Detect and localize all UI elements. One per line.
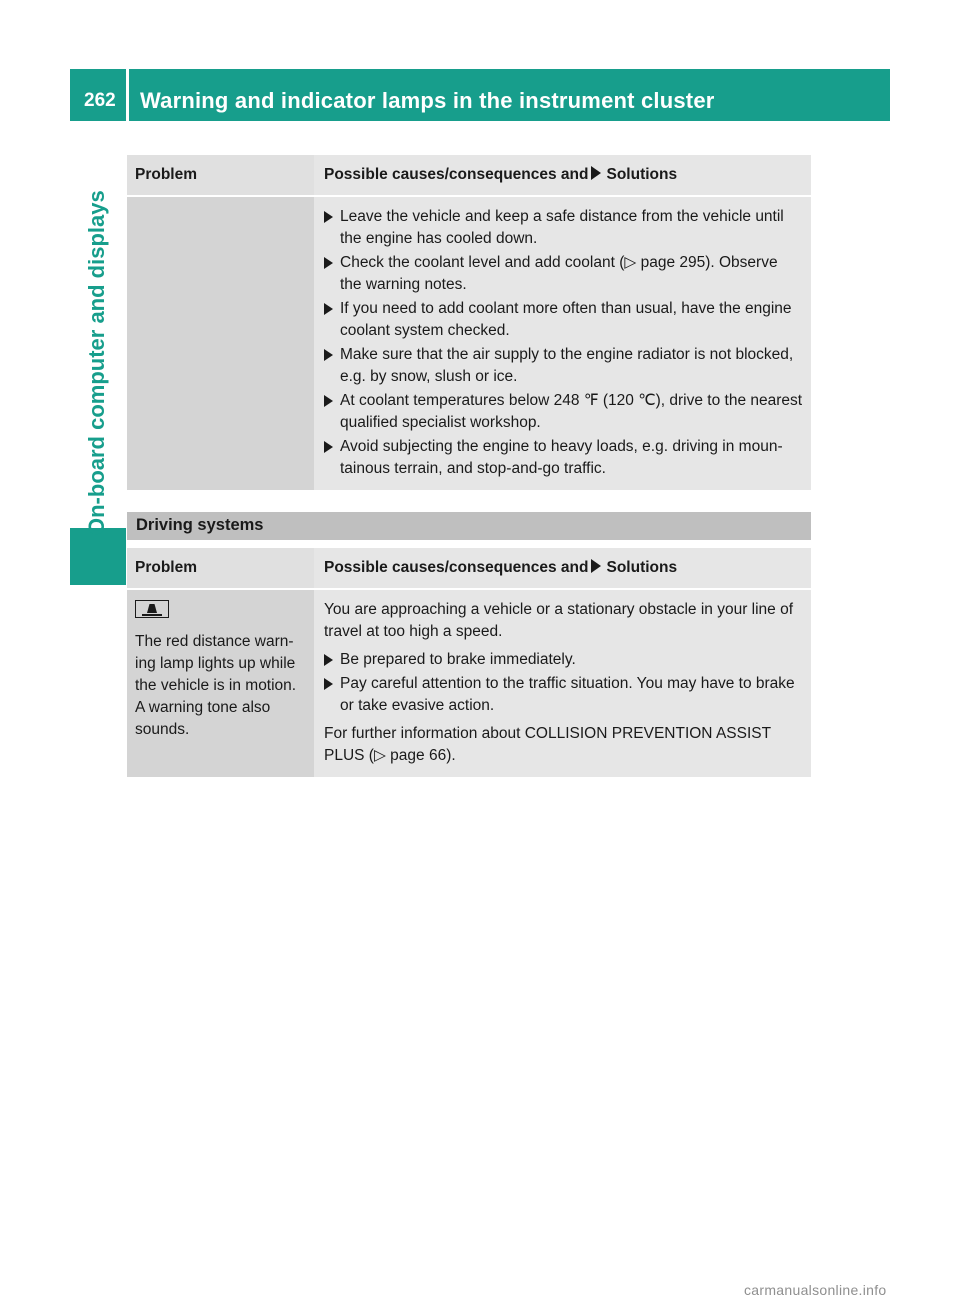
solution-step: Make sure that the air supply to the engine radiator is not blocked, e.g. by snow, slush or ice. <box>324 344 803 388</box>
solution-step: At coolant temperatures below 248 ℉ (120 ℃), drive to the nearest qualified specialist workshop. <box>324 390 803 434</box>
action-arrow-icon <box>591 559 601 573</box>
solution-step: Avoid subjecting the engine to heavy loads, e.g. driving in moun-tainous terrain, and stop-and-go traffic. <box>324 436 803 480</box>
solution-step: Be prepared to brake immediately. <box>324 649 803 671</box>
solution-step: If you need to add coolant more often than usual, have the engine coolant system checked. <box>324 298 803 342</box>
solution-step: Pay careful attention to the traffic situation. You may have to brake or take evasive action. <box>324 673 803 717</box>
distance-warning-lamp-icon <box>135 600 169 618</box>
step-arrow-icon <box>324 678 333 690</box>
column-header-solutions <box>314 155 811 195</box>
cause-description: You are approaching a vehicle or a stationary obstacle in your line of travel at too high a speed. <box>324 601 794 640</box>
column-header-problem: Problem <box>127 548 314 588</box>
step-arrow-icon <box>324 349 333 361</box>
coolant-table <box>127 155 811 490</box>
step-arrow-icon <box>324 441 333 453</box>
column-header-solutions-label: Solutions <box>606 166 678 183</box>
step-arrow-icon <box>324 654 333 666</box>
table-row <box>127 197 811 490</box>
solutions-cell <box>314 197 811 490</box>
step-arrow-icon <box>324 211 333 223</box>
problem-cell <box>127 590 314 777</box>
step-arrow-icon <box>324 395 333 407</box>
solution-step: Leave the vehicle and keep a safe distance from the vehicle until the engine has cooled down. <box>324 206 803 250</box>
step-arrow-icon <box>324 303 333 315</box>
chapter-side-tab: On-board computer and displays <box>84 190 109 535</box>
problem-description: The red distance warn-ing lamp lights up while the vehicle is in motion. A warning tone also sounds. <box>135 633 297 738</box>
column-header-causes: Possible causes/consequences and <box>324 559 589 576</box>
side-tab-marker <box>70 528 126 585</box>
driving-systems-table <box>127 548 811 777</box>
action-arrow-icon <box>591 166 601 180</box>
watermark: carmanualsonline.info <box>744 1282 887 1298</box>
column-header-solutions-label: Solutions <box>606 559 678 576</box>
solutions-cell <box>314 590 811 777</box>
column-header-problem: Problem <box>127 155 314 195</box>
column-header-causes: Possible causes/consequences and <box>324 166 589 183</box>
further-info-note: For further information about COLLISION PREVENTION ASSIST PLUS (▷ page 66). <box>324 725 771 764</box>
page-number: 262 <box>84 90 116 111</box>
page-title: Warning and indicator lamps in the instrument cluster <box>140 88 715 113</box>
column-header-solutions <box>314 548 811 588</box>
header-divider <box>126 69 129 121</box>
section-heading: Driving systems <box>136 516 264 534</box>
table-header-row <box>127 548 811 588</box>
table-row <box>127 590 811 777</box>
step-arrow-icon <box>324 257 333 269</box>
problem-cell <box>127 197 314 490</box>
table-header-row <box>127 155 811 195</box>
solution-step: Check the coolant level and add coolant (▷ page 295). Observe the warning notes. <box>324 252 803 296</box>
